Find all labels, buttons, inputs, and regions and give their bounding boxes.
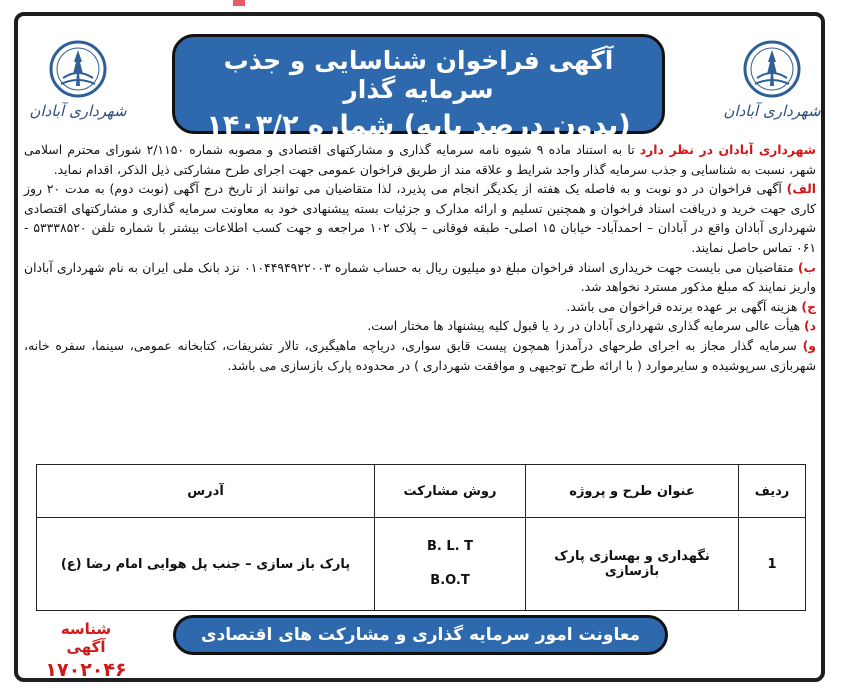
ad-id-value: ۱۷۰۲۰۴۶ bbox=[45, 659, 127, 681]
department-footer: معاونت امور سرمایه گذاری و مشارکت های اقتصادی شهرداری آبادان bbox=[173, 615, 668, 655]
cell-index: 1 bbox=[739, 518, 806, 611]
method-line-1: B. L. T bbox=[427, 539, 473, 554]
method-line-2: B.O.T bbox=[430, 573, 470, 588]
intro-text: تا به استناد ماده ۹ شیوه نامه سرمایه گذاری و مشارکتهای اقتصادی و مصوبه شماره ۲/۱۱۵۰ شورای محترم اسلامی شهر، نسبت به شناسایی و جذب سرمایه گذار واجد شرایط و علاقه مند از طریق فراخوان عمومی جهت اجرای طرح مشارکتی ذیل الذکر، اقدام نماید. bbox=[24, 142, 816, 177]
clause-text: هزینه آگهی بر عهده برنده فراخوان می باشد. bbox=[566, 298, 802, 314]
clause-dal bbox=[24, 316, 816, 336]
ad-id-block bbox=[42, 620, 130, 681]
clause-marker: الف) bbox=[786, 181, 816, 197]
clause-alef bbox=[24, 179, 816, 257]
projects-table bbox=[36, 464, 806, 611]
title-line-2: (بدون درصد پایه) شماره ۱۴۰۳/۲ bbox=[206, 110, 631, 141]
cell-method bbox=[375, 518, 526, 611]
header-address: آدرس bbox=[37, 465, 375, 518]
clause-text: سرمایه گذار مجاز به اجرای طرحهای درآمدزا همچون پیست قایق سواری، دریاچه ماهیگیری، تالار تشریفات، کتابخانه عمومی، سینما، سفره خانه، شهربازی سرپوشیده و سایرموارد ( با ارائه طرح توجیهی و موافقت شهرداری ) در محدوده پارک بازسازی می باشد. bbox=[24, 337, 816, 373]
clause-marker: و) bbox=[802, 337, 816, 353]
municipality-emblem-icon bbox=[47, 38, 109, 100]
clause-text: هیأت عالی سرمایه گذاری شهرداری آبادان در رد یا قبول کلیه پیشنهاد ها مختار است. bbox=[367, 318, 804, 334]
projects-table-wrap bbox=[36, 464, 806, 611]
logo-caption: شهرداری آبادان bbox=[723, 102, 821, 120]
clause-marker: ج) bbox=[801, 298, 816, 314]
clause-jim bbox=[24, 297, 816, 317]
header-method: روش مشارکت bbox=[375, 465, 526, 518]
clause-text: آگهی فراخوان در دو نوبت و به فاصله یک هفته از یکدیگر انجام می پذیرد، لذا متقاضیان می توانند از تاریخ درج آگهی (نوبت دوم) به مدت ۲۰ روز کاری جهت خرید و دریافت اسناد فراخوان و همچنین تسلیم و ارائه مدارک و جزئیات بسته پیشنهادی خود به معاونت سرمایه گذاری و مشارکتهای اقتصادی شهرداری آبادان واقع در آبادان – احمدآباد- خیابان ۱۵ اصلی- طبقه فوقانی – پلاک ۱۰۲ مراجعه و جهت کسب اطلاعات بیشتر با شماره تلفن ۵۳۳۳۸۵۲۰ - ۰۶۱ تماس حاصل نمایند. bbox=[24, 181, 816, 255]
table-row bbox=[37, 518, 806, 611]
table-header-row bbox=[37, 465, 806, 518]
intro-paragraph bbox=[24, 140, 816, 179]
announcement-title-box bbox=[172, 34, 665, 141]
announcement-body bbox=[24, 140, 816, 375]
header-index: ردیف bbox=[739, 465, 806, 518]
title-line-1: آگهی فراخوان شناسایی و جذب سرمایه گذار bbox=[223, 46, 614, 104]
municipality-logo-right bbox=[722, 38, 822, 128]
clause-vav bbox=[24, 336, 816, 375]
clause-text: متقاضیان می بایست جهت خریداری اسناد فراخوان مبلغ دو میلیون ریال به حساب شماره ۰۱۰۴۴۹۴۹۲۲۰۰۳ نزد بانک ملی ایران به نام شهرداری آبادان واریز نمایند که مبلغ مذکور مسترد نخواهد شد. bbox=[24, 259, 816, 295]
corner-mark bbox=[233, 0, 245, 6]
municipality-logo-left bbox=[28, 38, 128, 128]
clause-marker: ب) bbox=[797, 259, 816, 275]
logo-caption: شهرداری آبادان bbox=[29, 102, 127, 120]
cell-address: پارک باز سازی – جنب پل هوایی امام رضا (ع) bbox=[37, 518, 375, 611]
clause-be bbox=[24, 258, 816, 297]
municipality-emblem-icon bbox=[741, 38, 803, 100]
ad-id-label: شناسه آگهی bbox=[60, 620, 112, 656]
header-title: عنوان طرح و پروژه bbox=[526, 465, 739, 518]
intro-lead: شهرداری آبادان در نظر دارد bbox=[639, 142, 816, 157]
clause-marker: د) bbox=[803, 318, 816, 334]
cell-title: نگهداری و بهسازی پارک بازسازی bbox=[526, 518, 739, 611]
